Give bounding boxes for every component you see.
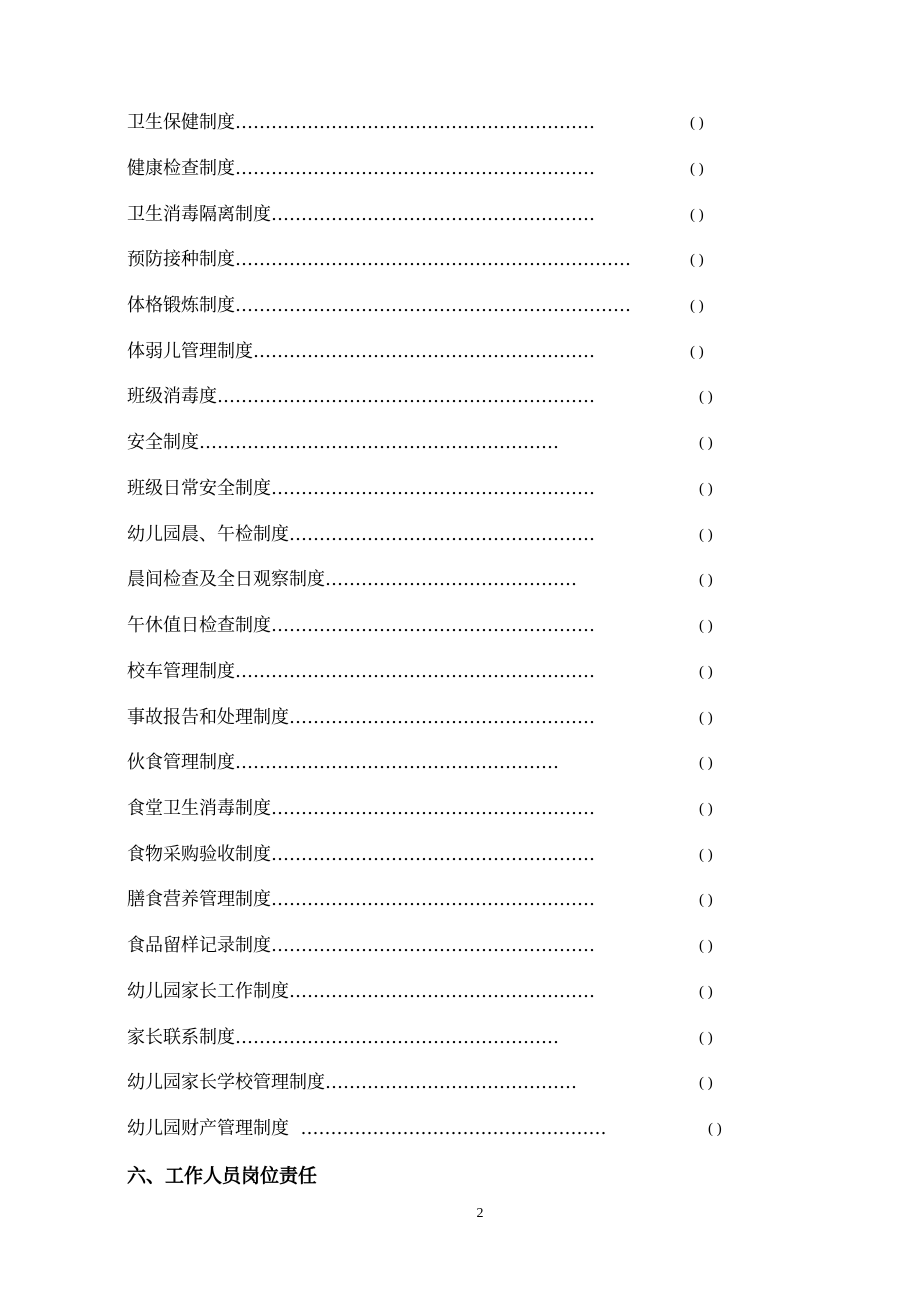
toc-page-paren: ( ) xyxy=(690,207,704,223)
toc-entry xyxy=(127,291,631,321)
toc-leader-dots: …………………………………………………… xyxy=(199,432,559,453)
toc-page-paren: ( ) xyxy=(699,710,713,726)
toc-entry xyxy=(127,154,595,184)
toc-entry xyxy=(127,245,631,275)
toc-leader-dots: ………………………………………………… xyxy=(253,341,595,362)
toc-entry xyxy=(127,337,595,367)
toc-leader-dots: ……………………………………………… xyxy=(271,889,595,910)
toc-page-paren: ( ) xyxy=(699,1030,713,1046)
toc-page-paren: ( ) xyxy=(699,755,713,771)
toc-entry-label: 幼儿园晨、午检制度 xyxy=(127,524,289,545)
toc-page-paren: ( ) xyxy=(690,161,704,177)
toc-page-paren: ( ) xyxy=(699,527,713,543)
toc-entry xyxy=(127,520,595,550)
toc-page-paren: ( ) xyxy=(699,389,713,405)
toc-entry-label: 午休值日检查制度 xyxy=(127,615,271,636)
toc-page-paren: ( ) xyxy=(699,481,713,497)
toc-entry xyxy=(127,1114,606,1144)
toc-entry-label: 晨间检查及全日观察制度 xyxy=(127,569,325,590)
toc-page-paren: ( ) xyxy=(699,618,713,634)
toc-entry xyxy=(127,703,595,733)
toc-leader-dots: …………………………………… xyxy=(325,569,577,590)
toc-entry xyxy=(127,840,595,870)
toc-leader-dots: …………………………………………… xyxy=(289,707,595,728)
toc-page-paren: ( ) xyxy=(699,1075,713,1091)
toc-entry xyxy=(127,200,595,230)
toc-entry-label: 校车管理制度 xyxy=(127,661,235,682)
toc-page-paren: ( ) xyxy=(690,115,704,131)
toc-entry-label: 伙食管理制度 xyxy=(127,752,235,773)
toc-leader-dots: …………………………………………………… xyxy=(235,158,595,179)
toc-page-paren: ( ) xyxy=(699,801,713,817)
toc-entry-label: 健康检查制度 xyxy=(127,158,235,179)
toc-entry-label: 食堂卫生消毒制度 xyxy=(127,798,271,819)
toc-leader-dots: …………………………………………………… xyxy=(235,112,595,133)
toc-page-paren: ( ) xyxy=(690,298,704,314)
toc-entry xyxy=(127,1068,577,1098)
toc-entry xyxy=(127,382,595,412)
toc-entry-label: 体弱儿管理制度 xyxy=(127,341,253,362)
toc-leader-dots: ……………………………………………… xyxy=(271,615,595,636)
toc-entry xyxy=(127,611,595,641)
toc-leader-dots: ……………………………………………… xyxy=(235,752,559,773)
toc-entry-label: 幼儿园财产管理制度 xyxy=(127,1118,289,1139)
toc-entry-label: 事故报告和处理制度 xyxy=(127,707,289,728)
toc-leader-dots: ……………………………………………… xyxy=(271,844,595,865)
toc-entry xyxy=(127,794,595,824)
toc-entry-label: 体格锻炼制度 xyxy=(127,295,235,316)
toc-leader-dots: …………………………………… xyxy=(325,1072,577,1093)
toc-page-paren: ( ) xyxy=(690,344,704,360)
toc-leader-dots: ………………………………………………………… xyxy=(235,295,631,316)
toc-entry xyxy=(127,1023,559,1053)
toc-leader-dots: ……………………………………………… xyxy=(271,935,595,956)
toc-entry-label: 预防接种制度 xyxy=(127,249,235,270)
toc-entry-label: 食物采购验收制度 xyxy=(127,844,271,865)
toc-entry-label: 卫生保健制度 xyxy=(127,112,235,133)
toc-entry xyxy=(127,885,595,915)
toc-entry xyxy=(127,428,559,458)
toc-leader-dots: ……………………………………………… xyxy=(271,798,595,819)
toc-page-paren: ( ) xyxy=(699,435,713,451)
toc-entry xyxy=(127,657,595,687)
toc-leader-dots: …………………………………………… xyxy=(289,981,595,1002)
toc-entry xyxy=(127,748,559,778)
page-number: 2 xyxy=(476,1206,484,1221)
toc-leader-dots: …………………………………………………… xyxy=(235,661,595,682)
toc-page-paren: ( ) xyxy=(699,938,713,954)
toc-entry-label: 幼儿园家长工作制度 xyxy=(127,981,289,1002)
toc-entry xyxy=(127,565,577,595)
toc-leader-dots: …………………………………………… xyxy=(289,524,595,545)
toc-entry-label: 班级消毒度 xyxy=(127,386,217,407)
toc-entry-label: 幼儿园家长学校管理制度 xyxy=(127,1072,325,1093)
toc-entry-label: 班级日常安全制度 xyxy=(127,478,271,499)
toc-leader-dots: ……………………………………………… xyxy=(271,204,595,225)
toc-page-paren: ( ) xyxy=(699,984,713,1000)
toc-entry-label: 卫生消毒隔离制度 xyxy=(127,204,271,225)
toc-entry-label: 安全制度 xyxy=(127,432,199,453)
toc-entry-label: 家长联系制度 xyxy=(127,1027,235,1048)
toc-leader-dots: ……………………………………………… xyxy=(235,1027,559,1048)
toc-entry xyxy=(127,474,595,504)
toc-entry-label: 食品留样记录制度 xyxy=(127,935,271,956)
toc-entry xyxy=(127,931,595,961)
toc-entry xyxy=(127,977,595,1007)
toc-page-paren: ( ) xyxy=(699,572,713,588)
toc-page-paren: ( ) xyxy=(699,664,713,680)
toc-leader-dots: …………………………………………… xyxy=(289,1118,607,1139)
toc-page-paren: ( ) xyxy=(699,847,713,863)
toc-leader-dots: ………………………………………………………… xyxy=(235,249,631,270)
toc-leader-dots: ……………………………………………… xyxy=(271,478,595,499)
toc-entry xyxy=(127,108,595,138)
toc-page-paren: ( ) xyxy=(699,892,713,908)
toc-entry-label: 膳食营养管理制度 xyxy=(127,889,271,910)
section-heading: 六、工作人员岗位责任 xyxy=(127,1165,318,1187)
toc-page-paren: ( ) xyxy=(690,252,704,268)
toc-leader-dots: ……………………………………………………… xyxy=(217,386,595,407)
toc-page-paren: ( ) xyxy=(708,1121,722,1137)
